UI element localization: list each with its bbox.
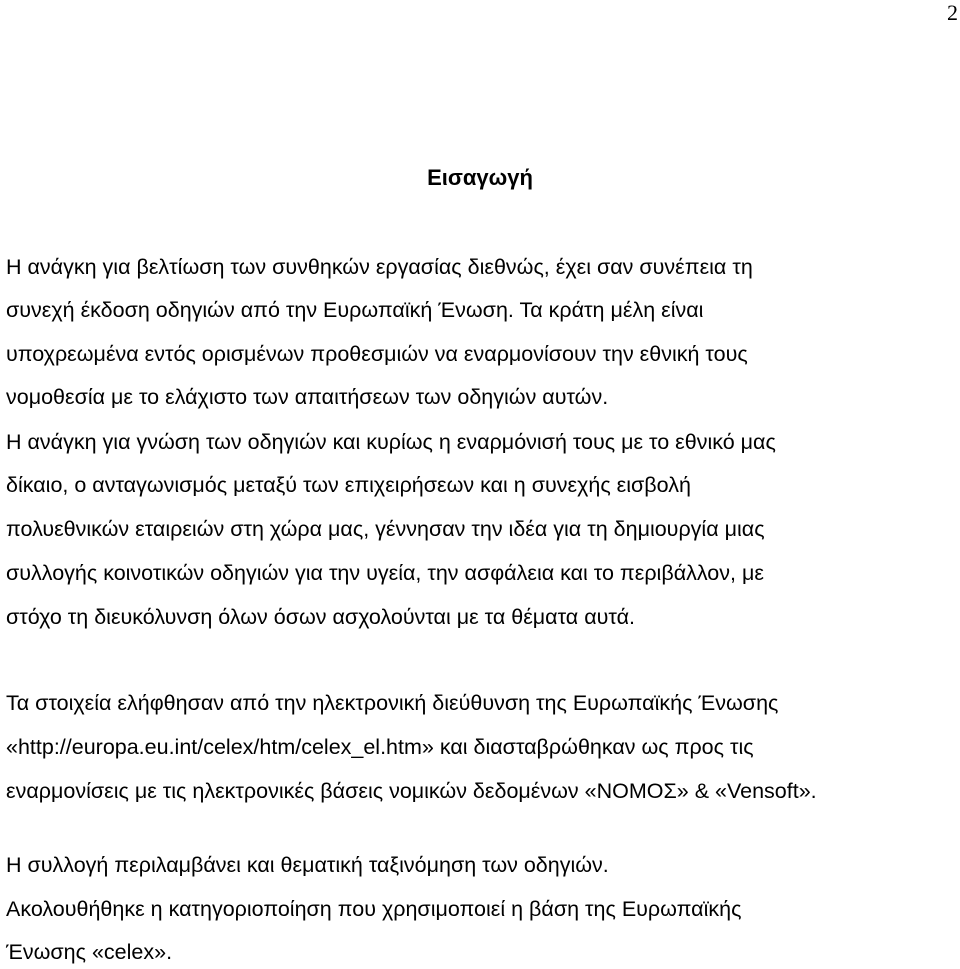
- text-line: δίκαιο, ο ανταγωνισμός μεταξύ των επιχειρήσεων και η συνεχής εισβολή: [6, 473, 691, 497]
- text-line: συλλογής κοινοτικών οδηγιών για την υγεία, την ασφάλεια και το περιβάλλον, με: [6, 561, 764, 585]
- page-number: 2: [947, 0, 958, 25]
- text-line: στόχο τη διευκόλυνση όλων όσων ασχολούνται με τα θέματα αυτά.: [6, 605, 635, 629]
- text-line: συνεχή έκδοση οδηγιών από την Ευρωπαϊκή Ένωση. Τα κράτη μέλη είναι: [6, 298, 704, 322]
- text-line: υποχρεωμένα εντός ορισμένων προθεσμιών να εναρμονίσουν την εθνική τους: [6, 342, 748, 366]
- text-line: Η συλλογή περιλαμβάνει και θεματική ταξινόμηση των οδηγιών.: [6, 853, 609, 877]
- text-line: Η ανάγκη για βελτίωση των συνθηκών εργασίας διεθνώς, έχει σαν συνέπεια τη: [6, 255, 753, 279]
- text-line: Ένωσης «celex».: [6, 940, 173, 964]
- text-line: εναρμονίσεις με τις ηλεκτρονικές βάσεις νομικών δεδομένων «ΝΟΜΟΣ» & «Vensoft».: [6, 779, 817, 803]
- text-line: νομοθεσία με το ελάχιστο των απαιτήσεων των οδηγιών αυτών.: [6, 385, 609, 409]
- text-line: «http://europa.eu.int/celex/htm/celex_el.htm» και διασταβρώθηκαν ως προς τις: [6, 735, 754, 759]
- text-line: Ακολουθήθηκε η κατηγοριοποίηση που χρησιμοποιεί η βάση της Ευρωπαϊκής: [6, 897, 742, 921]
- text-line: Τα στοιχεία ελήφθησαν από την ηλεκτρονική διεύθυνση της Ευρωπαϊκής Ένωσης: [6, 691, 779, 715]
- text-line: πολυεθνικών εταιρειών στη χώρα μας, γέννησαν την ιδέα για τη δημιουργία μιας: [6, 517, 765, 541]
- text-line: Η ανάγκη για γνώση των οδηγιών και κυρίως η εναρμόνισή τους με το εθνικό μας: [6, 430, 776, 454]
- page-title: Εισαγωγή: [427, 165, 533, 190]
